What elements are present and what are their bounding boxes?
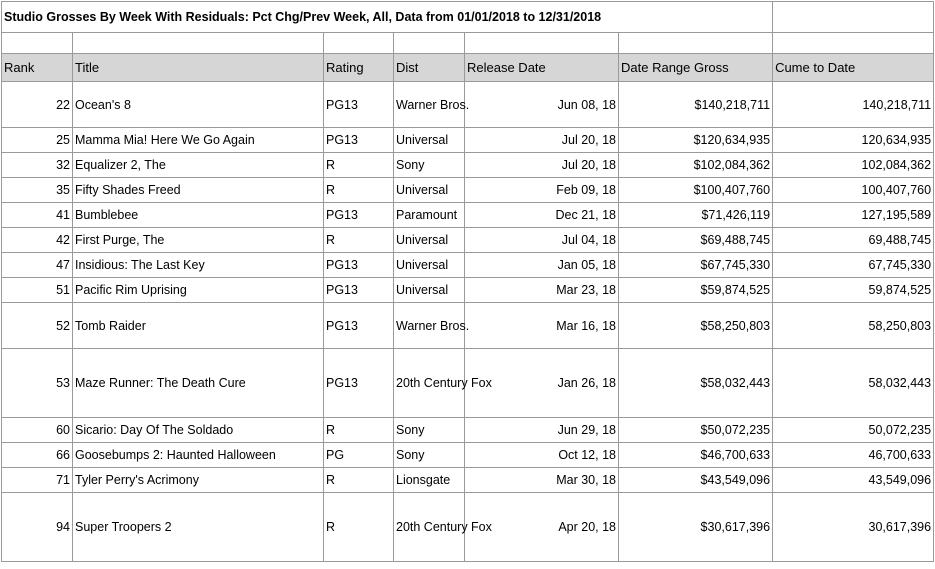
- dist-cell[interactable]: Warner Bros.: [394, 303, 465, 349]
- dist-cell[interactable]: Universal: [394, 228, 465, 253]
- dist-cell[interactable]: Sony: [394, 153, 465, 178]
- rating-cell[interactable]: PG13: [324, 349, 394, 418]
- header-date-range-gross[interactable]: Date Range Gross: [619, 54, 773, 82]
- dist-cell[interactable]: Sony: [394, 418, 465, 443]
- release-date-cell[interactable]: Jul 20, 18: [465, 128, 619, 153]
- gross-cell[interactable]: $71,426,119: [619, 203, 773, 228]
- cume-cell[interactable]: 140,218,711: [773, 82, 934, 128]
- dist-cell[interactable]: 20th Century Fox: [394, 493, 465, 562]
- title-cell[interactable]: Mamma Mia! Here We Go Again: [73, 128, 324, 153]
- title-cell[interactable]: First Purge, The: [73, 228, 324, 253]
- empty-cell[interactable]: [773, 33, 934, 54]
- rating-cell[interactable]: PG13: [324, 278, 394, 303]
- rating-cell[interactable]: R: [324, 493, 394, 562]
- table-row: [2, 228, 934, 253]
- gross-cell[interactable]: $58,032,443: [619, 349, 773, 418]
- release-date-cell[interactable]: Jul 20, 18: [465, 153, 619, 178]
- title-cell[interactable]: Fifty Shades Freed: [73, 178, 324, 203]
- table-row: [2, 278, 934, 303]
- table-row: [2, 82, 934, 128]
- gross-cell[interactable]: $69,488,745: [619, 228, 773, 253]
- rank-cell[interactable]: 52: [2, 303, 73, 349]
- title-cell[interactable]: Goosebumps 2: Haunted Halloween: [73, 443, 324, 468]
- rating-cell[interactable]: PG13: [324, 128, 394, 153]
- rank-cell[interactable]: 60: [2, 418, 73, 443]
- cume-cell[interactable]: 30,617,396: [773, 493, 934, 562]
- release-date-cell[interactable]: Dec 21, 18: [465, 203, 619, 228]
- gross-cell[interactable]: $120,634,935: [619, 128, 773, 153]
- empty-cell[interactable]: [465, 33, 619, 54]
- gross-cell[interactable]: $50,072,235: [619, 418, 773, 443]
- dist-cell[interactable]: Universal: [394, 253, 465, 278]
- empty-cell[interactable]: [73, 33, 324, 54]
- table-row: [2, 303, 934, 349]
- empty-cell[interactable]: [619, 33, 773, 54]
- release-date-cell[interactable]: Jul 04, 18: [465, 228, 619, 253]
- dist-cell[interactable]: Universal: [394, 128, 465, 153]
- release-date-cell[interactable]: Feb 09, 18: [465, 178, 619, 203]
- cume-cell[interactable]: 67,745,330: [773, 253, 934, 278]
- rating-cell[interactable]: R: [324, 418, 394, 443]
- dist-cell[interactable]: Warner Bros.: [394, 82, 465, 128]
- rank-cell[interactable]: 51: [2, 278, 73, 303]
- gross-cell[interactable]: $100,407,760: [619, 178, 773, 203]
- cume-cell[interactable]: 59,874,525: [773, 278, 934, 303]
- rating-cell[interactable]: R: [324, 178, 394, 203]
- title-cell[interactable]: Super Troopers 2: [73, 493, 324, 562]
- gross-cell[interactable]: $46,700,633: [619, 443, 773, 468]
- header-rating[interactable]: Rating: [324, 54, 394, 82]
- empty-cell[interactable]: [394, 33, 465, 54]
- rank-cell[interactable]: 35: [2, 178, 73, 203]
- title-cell[interactable]: Tomb Raider: [73, 303, 324, 349]
- table-row: [2, 349, 934, 418]
- rating-cell[interactable]: R: [324, 228, 394, 253]
- title-cell[interactable]: Sicario: Day Of The Soldado: [73, 418, 324, 443]
- dist-cell[interactable]: 20th Century Fox: [394, 349, 465, 418]
- table-row: [2, 253, 934, 278]
- rating-cell[interactable]: PG13: [324, 82, 394, 128]
- title-row: [2, 2, 934, 33]
- cume-cell[interactable]: 50,072,235: [773, 418, 934, 443]
- table-row: [2, 418, 934, 443]
- rank-cell[interactable]: 22: [2, 82, 73, 128]
- rating-cell[interactable]: PG: [324, 443, 394, 468]
- release-date-cell[interactable]: Oct 12, 18: [465, 443, 619, 468]
- header-release-date[interactable]: Release Date: [465, 54, 619, 82]
- rank-cell[interactable]: 94: [2, 493, 73, 562]
- header-title[interactable]: Title: [73, 54, 324, 82]
- table-row: [2, 178, 934, 203]
- header-dist[interactable]: Dist: [394, 54, 465, 82]
- title-cell[interactable]: Insidious: The Last Key: [73, 253, 324, 278]
- empty-cell[interactable]: [2, 33, 73, 54]
- table-row: [2, 468, 934, 493]
- rating-cell[interactable]: PG13: [324, 253, 394, 278]
- rating-cell[interactable]: PG13: [324, 203, 394, 228]
- empty-cell[interactable]: [324, 33, 394, 54]
- title-cell[interactable]: Maze Runner: The Death Cure: [73, 349, 324, 418]
- title-cell[interactable]: Bumblebee: [73, 203, 324, 228]
- dist-cell[interactable]: Sony: [394, 443, 465, 468]
- dist-cell[interactable]: Universal: [394, 178, 465, 203]
- grosses-table: [1, 1, 934, 562]
- rank-cell[interactable]: 32: [2, 153, 73, 178]
- rating-cell[interactable]: R: [324, 468, 394, 493]
- rank-cell[interactable]: 25: [2, 128, 73, 153]
- release-date-cell[interactable]: Jun 08, 18: [465, 82, 619, 128]
- gross-cell[interactable]: $58,250,803: [619, 303, 773, 349]
- gross-cell[interactable]: $140,218,711: [619, 82, 773, 128]
- title-cell[interactable]: Pacific Rim Uprising: [73, 278, 324, 303]
- rating-cell[interactable]: R: [324, 153, 394, 178]
- title-cell[interactable]: Equalizer 2, The: [73, 153, 324, 178]
- report-title[interactable]: Studio Grosses By Week With Residuals: Pct Chg/Prev Week, All, Data from 01/01/2018 to 12/31/2018: [2, 2, 773, 33]
- header-row: [2, 54, 934, 82]
- table-row: [2, 493, 934, 562]
- empty-cell[interactable]: [773, 2, 934, 33]
- release-date-cell[interactable]: Jan 26, 18: [465, 349, 619, 418]
- release-date-cell[interactable]: Jun 29, 18: [465, 418, 619, 443]
- cume-cell[interactable]: 120,634,935: [773, 128, 934, 153]
- release-date-cell[interactable]: Apr 20, 18: [465, 493, 619, 562]
- cume-cell[interactable]: 46,700,633: [773, 443, 934, 468]
- cume-cell[interactable]: 100,407,760: [773, 178, 934, 203]
- rank-cell[interactable]: 71: [2, 468, 73, 493]
- table-row: [2, 153, 934, 178]
- cume-cell[interactable]: 127,195,589: [773, 203, 934, 228]
- cume-cell[interactable]: 69,488,745: [773, 228, 934, 253]
- cume-cell[interactable]: 102,084,362: [773, 153, 934, 178]
- cume-cell[interactable]: 58,250,803: [773, 303, 934, 349]
- rating-cell[interactable]: PG13: [324, 303, 394, 349]
- header-cume-to-date[interactable]: Cume to Date: [773, 54, 934, 82]
- header-rank[interactable]: Rank: [2, 54, 73, 82]
- title-cell[interactable]: Ocean's 8: [73, 82, 324, 128]
- rank-cell[interactable]: 41: [2, 203, 73, 228]
- release-date-cell[interactable]: Jan 05, 18: [465, 253, 619, 278]
- cume-cell[interactable]: 58,032,443: [773, 349, 934, 418]
- table-row: [2, 203, 934, 228]
- cume-cell[interactable]: 43,549,096: [773, 468, 934, 493]
- dist-cell[interactable]: Lionsgate: [394, 468, 465, 493]
- gross-cell[interactable]: $67,745,330: [619, 253, 773, 278]
- rank-cell[interactable]: 53: [2, 349, 73, 418]
- rank-cell[interactable]: 47: [2, 253, 73, 278]
- rank-cell[interactable]: 66: [2, 443, 73, 468]
- release-date-cell[interactable]: Mar 30, 18: [465, 468, 619, 493]
- rank-cell[interactable]: 42: [2, 228, 73, 253]
- title-cell[interactable]: Tyler Perry's Acrimony: [73, 468, 324, 493]
- gross-cell[interactable]: $43,549,096: [619, 468, 773, 493]
- table-row: [2, 443, 934, 468]
- release-date-cell[interactable]: Mar 23, 18: [465, 278, 619, 303]
- table-row: [2, 128, 934, 153]
- dist-cell[interactable]: Paramount: [394, 203, 465, 228]
- blank-row: [2, 33, 934, 54]
- gross-cell[interactable]: $102,084,362: [619, 153, 773, 178]
- release-date-cell[interactable]: Mar 16, 18: [465, 303, 619, 349]
- gross-cell[interactable]: $30,617,396: [619, 493, 773, 562]
- gross-cell[interactable]: $59,874,525: [619, 278, 773, 303]
- dist-cell[interactable]: Universal: [394, 278, 465, 303]
